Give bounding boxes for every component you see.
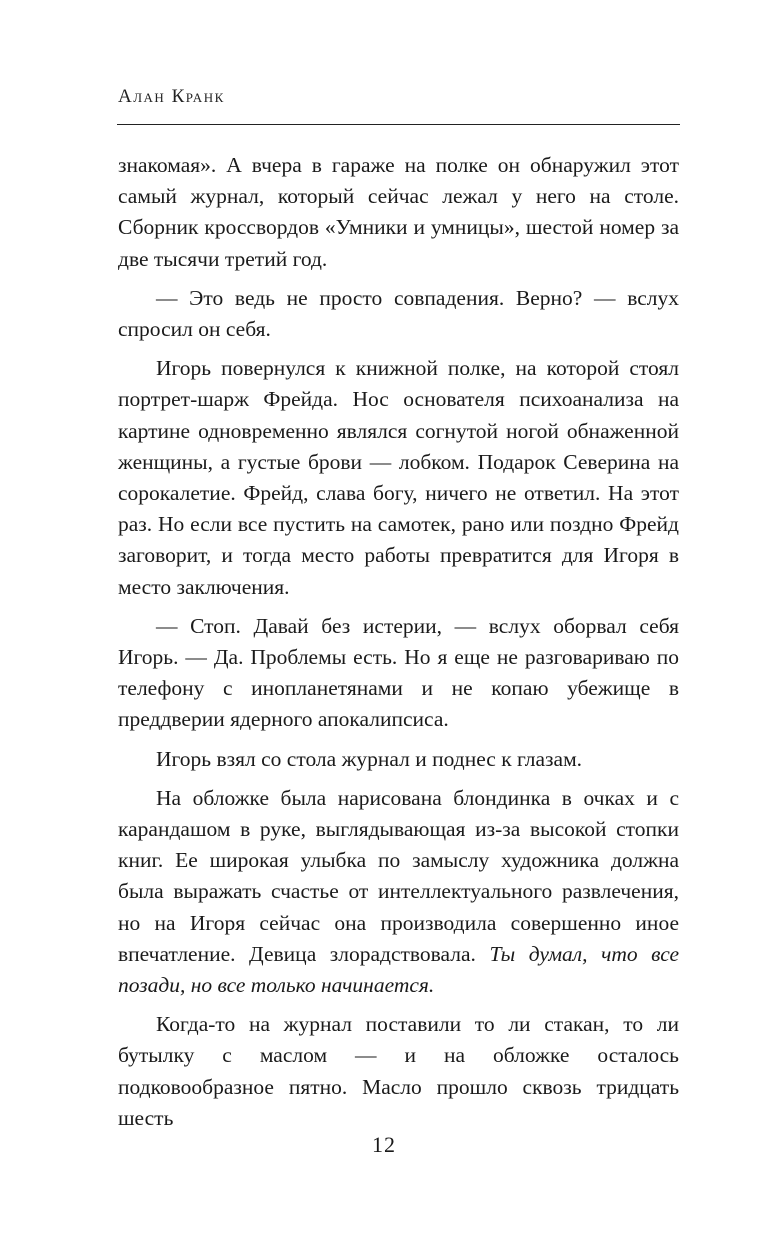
paragraph: — Это ведь не просто совпадения. Верно? — вслух спросил он себя. xyxy=(118,285,679,342)
paragraph: знакомая». А вчера в гараже на полке он обнаружил этот самый журнал, который сейчас лежал у него на столе. Сборник кроссвордов «Умники и умницы», шестой номер за две тысячи третий год. xyxy=(118,153,679,271)
running-head-author: Алан Кранк xyxy=(118,86,225,107)
paragraph: — Стоп. Давай без истерии, — вслух оборвал себя Игорь. — Да. Проблемы есть. Но я еще не разговариваю по телефону с инопланетянами и не копаю убежище в преддверии ядерного апокалипсиса. xyxy=(118,613,679,732)
header-rule xyxy=(117,124,680,125)
paragraph-text: На обложке была нарисована блондинка в очках и с карандашом в руке, выглядывающая из-за высокой стопки книг. Ее широкая улыбка по замыслу художника должна была выражать счастье от интеллектуального развлечения, но на Игоря сейчас она производила совершенно иное впечатление. Девица злорадствовала. xyxy=(118,785,679,966)
italic-thought: Ты думал, что все позади, но все только начинается. xyxy=(118,941,679,998)
paragraph: Игорь взял со стола журнал и поднес к глазам. xyxy=(156,746,583,771)
body-text xyxy=(118,150,679,1134)
paragraph: Игорь повернулся к книжной полке, на которой стоял портрет-шарж Фрейда. Нос основателя психоанализа на картине одновременно являлся согнутой ногой обнаженной женщины, а густые брови — лобком. Подарок Северина на сорокалетие. Фрейд, слава богу, ничего не ответил. На этот раз. Но если все пустить на самотек, рано или поздно Фрейд заговорит, и тогда место работы превратится для Игоря в место заключения. xyxy=(118,356,679,599)
paragraph xyxy=(118,783,679,1001)
page-number: 12 xyxy=(372,1132,396,1157)
paragraph: Когда-то на журнал поставили то ли стакан, то ли бутылку с маслом — и на обложке осталось подковообразное пятно. Масло прошло сквозь тридцать шесть xyxy=(118,1012,679,1130)
